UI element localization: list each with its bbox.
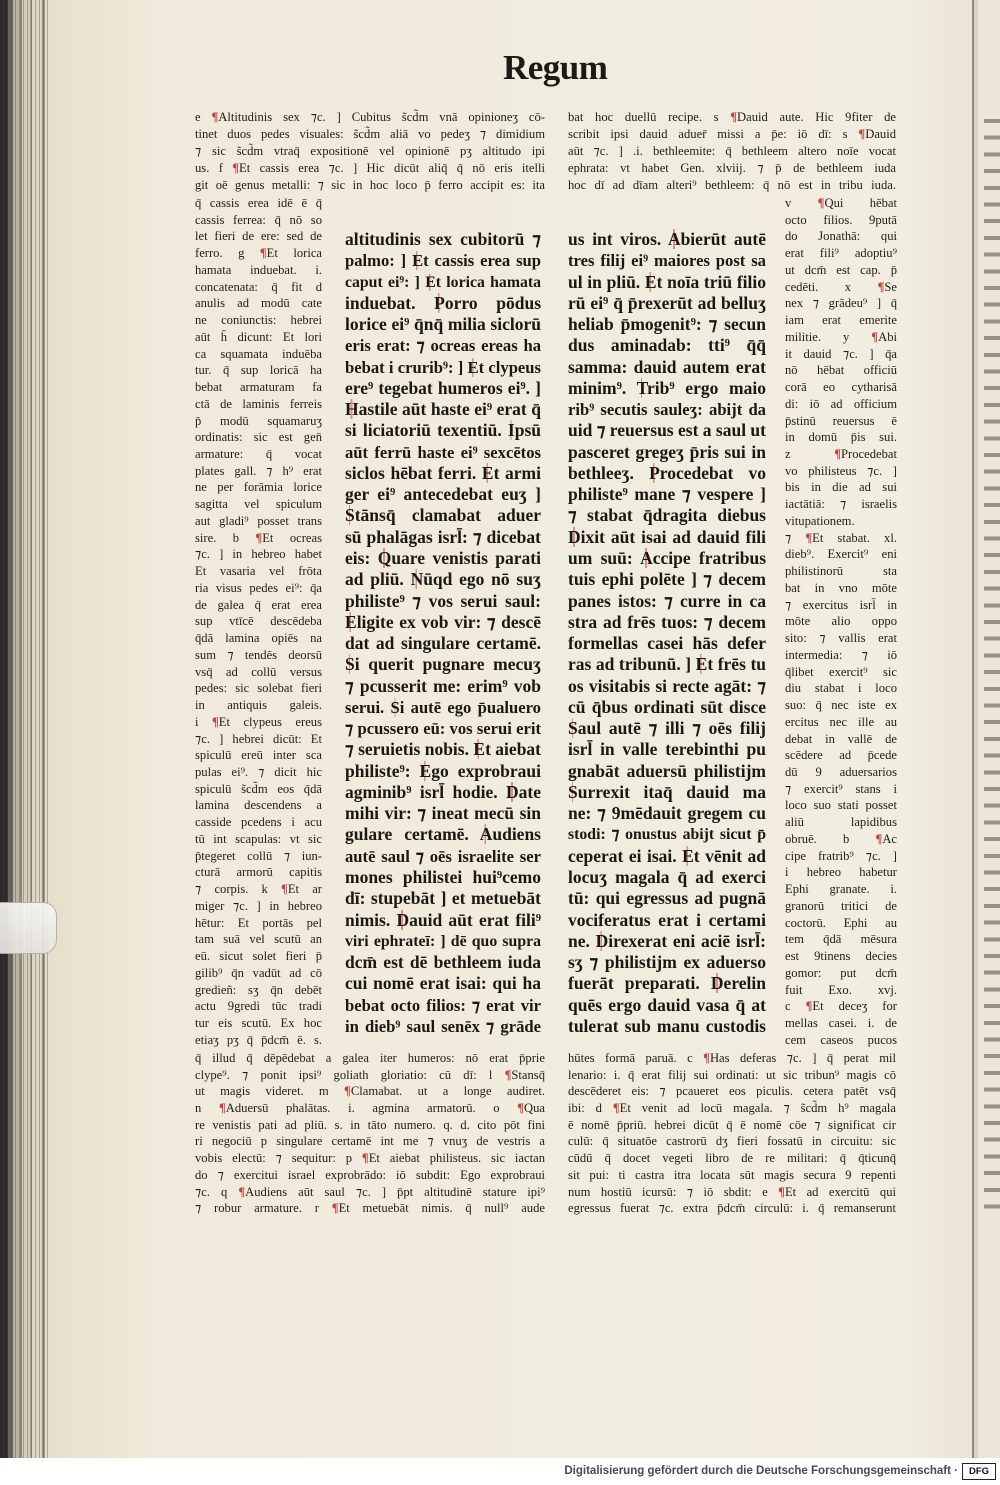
text-line: palmo: ] Et cassis erea sup [345,251,541,271]
text-line: spiculū ereū inter sca [195,748,322,763]
text-line: cui nomē erat isai: qui ha [345,973,541,994]
text-line: cedēti. x ¶Se [785,279,897,294]
text-line: fuerāt preparati. Derelin [568,973,766,994]
text-line: q̄ illud q̄ dēpēdebat a galea iter humeros: nō erat p̄prie [195,1051,545,1065]
text-line: stodi: ⁊ onustus abijt sicut p̄ [568,826,766,844]
text-line: do ⁊ exercitui israel exprobrādo: iō subdit: Ego exprobraui [195,1167,545,1182]
text-line: aūt ⁊c. ] .i. bethleemite: q̄ bethleem altero noīe vocat [568,144,896,158]
text-line: hoc dī ad dīam alteri⁹ bethleem: q̄ nō est in tribu iuda. [568,178,896,192]
text-line: philistinorū sta [785,564,897,579]
text-line: pedes: sic solebat fieri [195,681,322,696]
text-line: sit pui: ti castra itra locata sūt magis secura 9 repenti [568,1167,896,1182]
text-line: descēderet eis: ⁊ pcaueret eos piculis. cetera patēt vsq̄ [568,1084,896,1099]
rubricated-capital: A [667,229,681,249]
text-line: sum ⁊ tendēs deorsū [195,647,322,662]
text-line: diu stabat i loco [785,681,897,696]
text-line: erat fili⁹ adoptiu⁹ [785,246,897,261]
text-line: pasceret gregeʒ p̄ris sui in [568,441,766,462]
text-line: vsq̄ ad collū versus [195,664,322,679]
text-line: hamata induebat. i. [195,262,322,277]
text-line: ger ei⁹ antecedebat euʒ ] [345,484,541,505]
text-line: in domū p̄is sui. [785,430,897,445]
text-line: q̄libet exercit⁹ sic [785,664,897,679]
text-line: ⁊ corpis. k ¶Et ar [195,882,322,897]
text-line: plates gall. ⁊ h⁹ erat [195,463,322,478]
text-line: cū q̄bus ordinati sūt disce [568,696,766,717]
gloss-bottom-left [195,1050,545,1217]
text-line: cassis ferrea: q̄ nō so [195,212,322,227]
gloss-bottom-right [568,1050,896,1217]
text-line: scribit ipsi dauid aduer̄ missi a p̄e: iō dī: s ¶Dauid [568,127,896,141]
text-line: git oē genus metalli: ⁊ sic in hoc loco p̄ ferro accipit es: ita [195,178,545,192]
text-line: v ¶Qui hēbat [785,196,897,210]
text-line: philiste⁹ mane ⁊ vespere ] [568,484,766,505]
text-line: q̄ cassis erea idē ē q̄ [195,196,322,210]
text-line: bebat i crurib⁹: ] Et clypeus [345,357,541,377]
rubricated-capital: N [410,569,424,590]
text-line: altitudinis sex cubitorū ⁊ [345,229,541,249]
text-line: de galea q̄ erat erea [195,597,322,612]
text-line: pulas ei⁹. ⁊ dicit hic [195,764,322,779]
rubricated-capital: D [595,930,609,951]
paragraph-mark: ¶ [805,530,813,545]
paragraph-mark: ¶ [504,1067,512,1082]
paragraph-mark: ¶ [805,999,813,1014]
text-line: uid ⁊ reuersus est a saul ut [568,420,766,441]
paragraph-mark: ¶ [834,447,842,462]
text-line: os visitabis si recte agāt: ⁊ [568,675,766,696]
text-line: tuis ephi polēte ] ⁊ decem [568,569,766,590]
text-line: p̄ modū squamaruʒ [195,413,322,428]
text-line: est 9tinens decies [785,949,897,964]
text-line: tem q̄dā mēsura [785,932,897,947]
gloss-left-column [195,195,322,1048]
rubricated-capital: E [695,654,708,675]
text-line: nō hēbat officiū [785,363,897,378]
text-line: coctorū. Ephi au [785,915,897,930]
text-line: us int viros. Abierūt autē [568,229,766,249]
text-line: mones philistei hui⁹cemo [345,866,541,887]
rubricated-capital: S [345,505,355,526]
text-line: ceperat ei isai. Et vēnit ad [568,845,766,866]
text-line: gulare certamē. Audiens [345,824,541,845]
text-line: n ¶Aduersū phalātas. i. agmina armatorū. o ¶Qua [195,1101,545,1116]
text-line: etiaʒ pʒ q̄ p̄dcm̄ ē. s. [195,1032,322,1047]
text-line: eris erat: ⁊ ocreas ereas ha [345,336,541,356]
text-line: ne coniunctis: hebrei [195,313,322,328]
text-line: egressus fuerat ⁊c. extra p̄dcm̄ circulū: i. q̄ remanserunt [568,1201,896,1216]
text-line: nimis. Dauid aūt erat fili⁹ [345,909,541,930]
text-line: armature: q̄ vocat [195,447,322,462]
rubricated-capital: D [710,973,724,994]
text-line: ⁊ sic s̃cd̃m vtraq̄ expositionē vel opinionē pʒ altitudo ipi [195,144,545,158]
text-line: cipe fratrib⁹ ⁊c. ] [785,848,897,863]
paragraph-mark: ¶ [281,882,288,897]
text-line: ē nomē p̄priū. hebrei dicūt q̄ ē nomē cōe ⁊ significat cir [568,1117,896,1132]
text-line: rib⁹ secutis sauleʒ: abijt da [568,400,766,420]
text-line: tulerat sub manu custodis [568,1015,766,1036]
footer-bar [0,1458,1000,1485]
text-line: ⁊ pcusserit me: erim⁹ vob [345,675,541,696]
text-line: autē saul ⁊ oēs israelite ser [345,846,541,866]
text-line: serui. Si autē ego p̄ualuero [345,697,541,717]
text-line: Stānsq̄ clamabat aduer [345,505,541,526]
text-line: Hastile aūt haste ei⁹ erat q̄ [345,399,541,420]
text-line: stra ad frēs tuos: ⁊ decem [568,611,766,632]
text-line: sup vtīcē descēdeba [195,614,322,629]
rubricated-capital: S [345,654,355,675]
text-line: z ¶Procedebat [785,447,897,462]
text-line: i hebreo habetur [785,865,897,880]
text-line: Surrexit itaq̄ dauid ma [568,781,766,802]
paper-clip-tab [0,902,57,954]
book-binding-edge [0,0,50,1458]
paragraph-mark: ¶ [858,127,866,141]
text-line: tur. q̄ sup loricā ha [195,363,322,378]
text-line: debat in vallē de [785,731,897,746]
text-line: iam erat emerite [785,313,897,328]
text-line: hētur: Et portās pel [195,915,322,930]
text-line: loco suo stati posset [785,798,897,813]
rubricated-capital: E [481,462,494,483]
text-line: dcm̄ est dē bethleem iuda [345,952,541,973]
rubricated-capital: S [568,781,578,802]
text-line: re venistis pati ad pliū. s. in tāto numero. q. d. cito pōt fini [195,1117,545,1132]
text-line: spiculū s̃cd̃m eos q̄dā [195,781,322,796]
text-line: ⁊ ¶Et stabat. xl. [785,530,897,545]
text-line: eū. sicut solet fieri p̄ [195,949,322,964]
text-line: ⁊ exercit⁹ stans i [785,781,897,796]
text-line: iactātiā: ⁊ israelis [785,497,897,512]
text-line: tinet duos pedes visuales: s̃cd̃m aliā vo pedeʒ ⁊ dimidium [195,127,545,141]
paragraph-mark: ¶ [232,161,240,175]
text-line: anulis ad modū cate [195,296,322,311]
text-line: quēs ergo dauid vasa q̄ at [568,994,766,1015]
text-line: suo: q̄ nec iste ex [785,698,897,713]
text-line: mihi vir: ⁊ ineat mecū sin [345,803,541,824]
text-line: induebat. Porro pōdus [345,292,541,313]
text-line: panes istos: ⁊ curre in ca [568,590,766,611]
text-line: ibi: d ¶Et venit ad locū magala. ⁊ s̃cd̃m h⁹ magala [568,1101,896,1116]
text-line: samma: dauid autem erat [568,356,766,377]
gloss-right-column [785,195,897,1048]
text-line: sito: ⁊ vallis erat [785,631,897,646]
rubricated-capital: E [419,760,432,781]
dfg-logo: DFG [962,1463,996,1480]
rubricated-capital: S [568,718,578,739]
adjacent-page-text-fragments [984,110,1000,1215]
text-line: rū ei⁹ q̄ p̄rexerūt ad belluʒ [568,292,766,313]
paragraph-mark: ¶ [612,1101,620,1116]
text-line: dī: stupebāt ] et metuebāt [345,888,541,909]
rubricated-capital: H [345,399,359,420]
text-line: tur eis scutū. Ex hoc [195,1015,322,1030]
text-line: sire. b ¶Et ocreas [195,530,322,545]
text-line: ordinatis: sic est gen̄ [195,430,322,445]
rubricated-capital: P [434,292,445,313]
text-line: lenario: i. q̄ erat filij sui ordinati: ut sic tribun⁹ magis cō [568,1067,896,1082]
text-line: ⁊ seruietis nobis. Et aiebat [345,739,541,760]
rubricated-capital: E [644,271,657,292]
text-line: ras ad tribunū. ] Et frēs tu [568,654,766,675]
rubricated-capital: E [345,611,357,632]
main-text-column-1 [345,229,541,1037]
paragraph-mark: ¶ [730,110,738,124]
text-line: dat ad singulare certamē. [345,633,541,654]
text-line: locuʒ magala q̄ ad exerci [568,866,766,887]
rubricated-capital: D [506,781,519,802]
text-line: mōte alio oppo [785,614,897,629]
text-line: siclos hēbat ferri. Et armi [345,462,541,483]
text-line: lorice ei⁹ q̄nq̄ milia siclorū [345,314,541,335]
text-line: viri ephrateī: ] dē quo supra [345,932,541,950]
text-line: ⁊c. ] hebrei dicūt: Et [195,731,322,746]
text-line: num hostiū icursū: ⁊ iō sbdit: e ¶Et ad exercitū qui [568,1184,896,1199]
text-line: aliū lapidibus [785,815,897,830]
text-line: ca squamata induēba [195,346,322,361]
text-line: ⁊c. ] in hebreo habet [195,547,322,562]
text-line: gilib⁹ q̄n vadūt ad cō [195,965,322,980]
rubricated-capital: Q [377,547,392,568]
text-line: heliab p̄mogenit⁹: ⁊ secun [568,314,766,335]
text-line: vitupationem. [785,513,855,528]
rubricated-capital: D [568,526,581,547]
text-line: agminib⁹ isrl̄ hodie. Date [345,781,541,802]
text-line: Ephi granate. i. [785,882,897,897]
text-line: bethleeʒ. Procedebat vo [568,462,766,483]
text-line: ria visus pedes ei⁹: q̄a [195,580,322,595]
text-line: gomor: put dcm̄ [785,965,897,980]
text-line: cturā armorū capitis [195,865,322,880]
rubricated-capital: E [473,739,486,760]
text-line: ul in pliū. Et noīa triū filio [568,271,766,292]
text-line: nex ⁊ grādeu⁹ ] q̄ [785,296,897,311]
text-line: tres filij ei⁹ maiores post sa [568,251,766,271]
paragraph-mark: ¶ [703,1051,710,1065]
paragraph-mark: ¶ [517,1101,525,1116]
paragraph-mark: ¶ [361,1151,369,1166]
text-line: octo filios. 9putā [785,212,897,227]
text-line: miger ⁊c. ] in hebreo [195,898,322,913]
paragraph-mark: ¶ [211,110,219,124]
paragraph-mark: ¶ [877,279,885,294]
text-line: minim⁹. Trib⁹ ergo maio [568,377,766,398]
text-line: ne. Direxerat eni aciē isrl̄: [568,930,766,951]
text-line: clype⁹. ⁊ ponit ipsi⁹ goliath gloriatio: cū dī: l ¶Stansq̄ [195,1067,545,1082]
text-line: in dieb⁹ saul senēx ⁊ grāde [345,1016,541,1036]
rubricated-capital: S [390,697,400,717]
text-line: fuit Exo. xvj. [785,982,897,997]
paragraph-mark: ¶ [255,530,263,545]
text-line: ephrata: vt habet Gen. xlviij. ⁊ p̄ de bethleem iuda [568,161,896,175]
text-line: ctā de laminis ferreis [195,396,322,411]
text-line: bebat armaturam fa [195,380,322,395]
paragraph-mark: ¶ [331,1201,339,1216]
text-line: si liciatoriū texentiū. Ipsū [345,420,541,441]
text-line: ut dcm̄ est cap. p̄ [785,262,897,277]
paragraph-mark: ¶ [218,1101,226,1116]
funding-credit: Digitalisierung gefördert durch die Deutsche Forschungsgemeinschaft · [564,1465,958,1477]
text-line: gnabāt aduersū philistijm [568,760,766,781]
text-line: intermedia: ⁊ iō [785,647,897,662]
text-line: p̄stinū reuersus ē [785,413,897,428]
text-line: aut gladi⁹ posset trans [195,513,322,528]
rubricated-capital: E [467,357,479,377]
text-line: in antiquis galeis. [195,698,322,713]
text-line: ⁊ pcussero eū: vos serui erit [345,719,541,739]
gloss-top-right [568,109,896,194]
text-line: ri negociū p singulare certamē int me ⁊ vnuʒ de vestris a [195,1134,545,1149]
rubricated-capital: I [507,420,515,441]
text-line: militie. y ¶Abi [785,329,897,344]
adjacent-page-edge [972,0,1000,1458]
text-line: philiste⁹: Ego exprobraui [345,760,541,781]
text-line: um suū: Accipe fratribus [568,547,766,568]
text-line: ne: ⁊ 9mēdauit gregem cu [568,803,766,824]
text-line: vobis electū: ⁊ sequitur: p ¶Et aiebat philisteus. sic iactan [195,1151,545,1166]
text-line: let fieri de ere: sed de [195,229,322,244]
paragraph-mark: ¶ [871,329,879,344]
text-line: corā eo cytharisā [785,380,897,395]
paragraph-mark: ¶ [259,246,267,261]
text-line: actu 9gredi tūc tradi [195,999,322,1014]
text-line: vociferatus erat i certami [568,909,766,930]
text-line: ⁊ robur armature. r ¶Et metuebāt nimis. q̄ null⁹ aude [195,1201,545,1216]
text-line: lamina descendens a [195,798,322,813]
paragraph-mark: ¶ [211,714,219,729]
text-line: bat hoc duellū recipe. s ¶Dauid aute. Hic 9fiter de [568,110,896,124]
rubricated-capital: E [425,273,436,291]
main-text-column-2 [568,229,766,1037]
text-line: i ¶Et clypeus ereus [195,714,322,729]
text-line: Saul autē ⁊ illi ⁊ oēs filij [568,718,766,739]
text-line: ad pliū. Nūqd ego nō suʒ [345,569,541,590]
rubricated-capital: T [636,377,647,398]
rubricated-capital: A [479,824,493,845]
text-line: ⁊ stabat q̄dragita diebus [568,505,766,526]
text-line: e ¶Altitudinis sex ⁊c. ] Cubitus s̃cd̃m vnā opinioneʒ cō- [195,110,545,124]
text-line: tū: qui egressus ad pugnā [568,888,766,909]
rubricated-capital: E [412,251,424,271]
text-line: dieb⁹. Exercit⁹ eni [785,547,897,562]
text-line: cūdū q̄ docet vegeti libro de re militari: q̄ q̄ticunq̄ [568,1151,896,1166]
text-line: caput ei⁹: ] Et lorica hamata [345,273,541,291]
text-line: di: iō ad officium [785,396,897,411]
text-line: sū phalāgas isrl̄: ⁊ dicebat [345,526,541,547]
text-line: ercitus nec ille au [785,714,897,729]
text-line: bebat octo filios: ⁊ erat vir [345,995,541,1015]
text-line: vo philisteus ⁊c. ] [785,463,897,478]
text-line: aūt ferrū haste ei⁹ sexcētos [345,442,541,462]
text-line: q̄dā lamina opiēs na [195,631,322,646]
text-line: us. f ¶Et cassis erea ⁊c. ] Hic dicūt aliq̄ q̄ nō eris itelli [195,161,545,175]
running-head: Regum [503,48,608,87]
text-line: philiste⁹ ⁊ vos serui saul: [345,590,541,611]
text-line: p̄tegeret collū ⁊ iun- [195,848,322,863]
text-line: concatenata: q̄ fit d [195,279,322,294]
text-line: granorū tritici de [785,898,897,913]
text-line: Si querit pugnare mecuʒ [345,654,541,675]
text-line: hūtes formā paruā. c ¶Has deferas ⁊c. ] q̄ perat mil [568,1051,896,1065]
text-line: eis: Quare venistis parati [345,547,541,568]
text-line: bat in vno mōte [785,580,897,595]
paragraph-mark: ¶ [238,1184,246,1199]
text-line: ne per forāmia lorice [195,480,322,495]
text-line: mellas casei. i. de [785,1015,897,1030]
text-line: culū: q̄ situatōe castrorū dʒ fieri fossatū in circuitu: sic [568,1134,896,1149]
text-line: ut magis videret. m ¶Clamabat. ut a longe audiret. [195,1084,545,1099]
text-line: ferro. g ¶Et lorica [195,246,322,261]
text-line: ⁊ exercitus isrl̄ in [785,597,897,612]
text-line: sagitta vel spiculum [195,497,322,512]
text-line: ⁊c. q ¶Audiens aūt saul ⁊c. ] p̄pt altitudinē stature ipi⁹ [195,1184,545,1199]
text-line: aūt h̄ dicunt: Et lori [195,329,322,344]
text-line: casside pcedens i acu [195,815,322,830]
text-line: Dixit aūt isai ad dauid fili [568,526,766,547]
rubricated-capital: A [640,547,653,568]
text-line: bis in die ad sui [785,480,897,495]
text-line: dū 9 aduersarios [785,764,897,779]
text-line: Et vasaria vel frōta [195,564,322,579]
text-line: it dauid ⁊c. ] q̄a [785,346,897,361]
paragraph-mark: ¶ [778,1184,785,1199]
text-line: tam suā vel scutū an [195,932,322,947]
text-line: cem caseos pucos [785,1032,897,1047]
text-line: gredieñ: sʒ q̄n debēt [195,982,322,997]
paragraph-mark: ¶ [344,1084,351,1099]
text-line: c ¶Et deceʒ for [785,999,897,1014]
text-line: ere⁹ tegebat humeros ei⁹. ] [345,377,541,398]
text-line: obruē. b ¶Ac [785,831,897,846]
text-line: dus aminadab: tti⁹ q̄q̄ [568,335,766,356]
rubricated-capital: P [649,462,660,483]
paragraph-mark: ¶ [875,831,883,846]
text-line: tū int scapulas: vt sic [195,831,322,846]
text-line: formellas casei hās defer [568,633,766,654]
text-line: scēdere ad p̄cede [785,748,897,763]
text-line: isrl̄ in valle terebinthi pu [568,739,766,760]
rubricated-capital: D [396,909,410,930]
text-line: sʒ ⁊ philistijm ex aduerso [568,952,766,973]
text-line: Eligite ex vob vir: ⁊ descē [345,611,541,632]
rubricated-capital: E [682,845,694,866]
text-line: do Jonathā: qui [785,229,897,244]
paragraph-mark: ¶ [817,196,825,210]
gloss-top-left [195,109,545,194]
